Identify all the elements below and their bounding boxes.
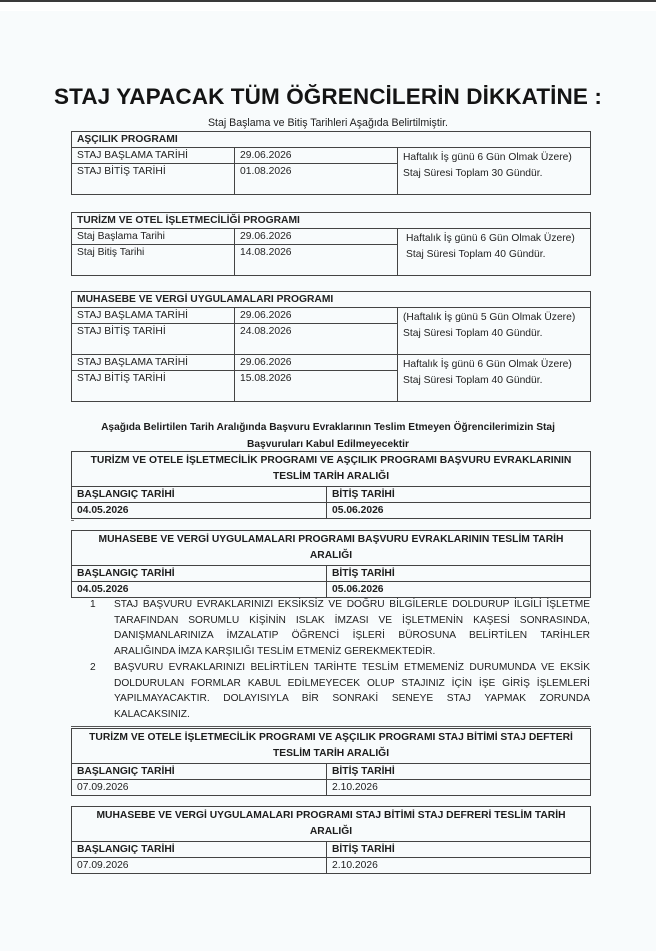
program-name: MUHASEBE VE VERGİ UYGULAMALARI PROGRAMI [72,292,591,308]
rule-number: 1 [90,599,96,610]
end-label: Staj Bitiş Tarihi [72,245,235,276]
range-title-line-2: ARALIĞI [309,826,353,837]
range-title [72,807,591,842]
application-range-table-muhasebe [71,530,591,598]
start-date: 04.05.2026 [72,503,327,519]
page-subtitle: Staj Başlama ve Bitiş Tarihleri Aşağıda Belirtilmiştir. [207,117,449,129]
range-title-line-2: TESLİM TARİH ARALIĞI [272,748,390,759]
end-label: BİTİŞ TARİHİ [327,842,591,858]
application-range-table-turizm-ascilik [71,451,591,519]
start-date: 07.09.2026 [72,780,327,796]
duration-note: Haftalık İş günü 6 Gün Olmak Üzere) Staj Süresi Toplam 40 Gündür. [398,229,591,276]
rule-item [82,597,590,660]
logbook-range-table-turizm-ascilik [71,728,591,796]
notice-line-1: Aşağıda Belirtilen Tarih Aralığında Başvuru Evraklarının Teslim Etmeyen Öğrencilerimizin Staj [101,422,555,433]
range-title [72,729,591,764]
start-label: STAJ BAŞLAMA TARİHİ [72,355,235,371]
end-date: 2.10.2026 [327,780,591,796]
end-label: BİTİŞ TARİHİ [327,566,591,582]
start-date: 29.06.2026 [235,148,398,164]
start-date: 29.06.2026 [235,229,398,245]
end-label: BİTİŞ TARİHİ [327,487,591,503]
range-title-line-2: TESLİM TARİH ARALIĞI [272,471,390,482]
end-date: 05.06.2026 [327,503,591,519]
start-date: 29.06.2026 [235,355,398,371]
program-table-turizm [71,212,591,276]
end-date: 05.06.2026 [327,582,591,598]
rule-text: STAJ BAŞVURU EVRAKLARINIZI EKSİKSİZ VE DOĞRU BİLGİLERLE DOLDURUP İLGİLİ İŞLETME TARAFINDAN SORUMLU KİŞİNİN ISLAK İMZASI VE İŞLETMENİN KAŞESİ SONRASINDA, DANIŞMANLARINIZA İMZALATIP ÖĞRENCİ İŞLERİ BÜROSUNA BELİRTİLEN TARİHLER ARALIĞINDA İMZA KARŞILIĞI TESLİM ETMENİZ GEREKMEKTEDİR. [114,599,590,658]
range-title-line-1: TURİZM VE OTELE İŞLETMECİLİK PROGRAMI VE AŞÇILIK PROGRAMI BAŞVURU EVRAKLARININ [90,455,572,466]
start-label: STAJ BAŞLAMA TARİHİ [72,148,235,164]
application-notice [0,419,656,453]
end-label: STAJ BİTİŞ TARİHİ [72,324,235,355]
end-date: 2.10.2026 [327,858,591,874]
end-label: STAJ BİTİŞ TARİHİ [72,164,235,195]
start-label: BAŞLANGIÇ TARİHİ [72,566,327,582]
page-title: STAJ YAPACAK TÜM ÖĞRENCİLERİN DİKKATİNE : [54,84,602,109]
rule-number: 2 [90,661,96,673]
end-label: STAJ BİTİŞ TARİHİ [72,371,235,402]
program-name: TURİZM VE OTEL İŞLETMECİLİĞİ PROGRAMI [72,213,591,229]
end-date: 15.08.2026 [235,371,398,402]
duration-note: Haftalık İş günü 6 Gün Olmak Üzere) Staj Süresi Toplam 40 Gündür. [398,355,591,402]
viewer-top-strip [0,2,656,11]
range-title [72,452,591,487]
start-date: 07.09.2026 [72,858,327,874]
start-date: 04.05.2026 [72,582,327,598]
start-label: BAŞLANGIÇ TARİHİ [72,487,327,503]
range-title [72,531,591,566]
end-label: BİTİŞ TARİHİ [327,764,591,780]
range-title-line-1: MUHASEBE VE VERGİ UYGULAMALARI PROGRAMI BAŞVURU EVRAKLARININ TESLİM TARİH [98,534,564,545]
duration-note: Haftalık İş günü 6 Gün Olmak Üzere) Staj Süresi Toplam 30 Gündür. [398,148,591,195]
duration-note: (Haftalık İş günü 5 Gün Olmak Üzere) Staj Süresi Toplam 40 Gündür. [398,308,591,355]
divider [71,726,591,727]
program-table-ascilik [71,131,591,195]
rule-text: BAŞVURU EVRAKLARINIZI BELİRTİLEN TARİHTE TESLİM ETMEMENİZ DURUMUNDA VE EKSİK DOLDURULAN FORMLAR KABUL EDİLMEYECEK OLUP STAJINIZ İÇİN İŞE GİRİŞ İŞLEMLERİ YAPILMAYACAKTIR. DOLAYISIYLA BİR SONRAKİ SENEYE STAJ YAPMAK ZORUNDA KALACAKSINIZ. [114,661,590,720]
end-date: 14.08.2026 [235,245,398,276]
logbook-range-table-muhasebe [71,806,591,874]
start-date: 29.06.2026 [235,308,398,324]
program-table-muhasebe [71,291,591,402]
stray-mark [71,520,74,521]
rules-list [82,597,590,723]
range-title-line-2: ARALIĞI [309,550,353,561]
range-title-line-1: TURİZM VE OTELE İŞLETMECİLİK PROGRAMI VE AŞÇILIK PROGRAMI STAJ BİTİMİ STAJ DEFTERİ [89,732,573,743]
end-date: 24.08.2026 [235,324,398,355]
start-label: STAJ BAŞLAMA TARİHİ [72,308,235,324]
start-label: Staj Başlama Tarihi [72,229,235,245]
range-title-line-1: MUHASEBE VE VERGİ UYGULAMALARI PROGRAMI STAJ BİTİMİ STAJ DEFRERİ TESLİM TARİH [96,810,566,821]
start-label: BAŞLANGIÇ TARİHİ [72,764,327,780]
start-label: BAŞLANGIÇ TARİHİ [72,842,327,858]
notice-line-2: Başvuruları Kabul Edilmeyecektir [247,439,409,450]
program-name: AŞÇILIK PROGRAMI [72,132,591,148]
end-date: 01.08.2026 [235,164,398,195]
rule-item [82,660,590,723]
